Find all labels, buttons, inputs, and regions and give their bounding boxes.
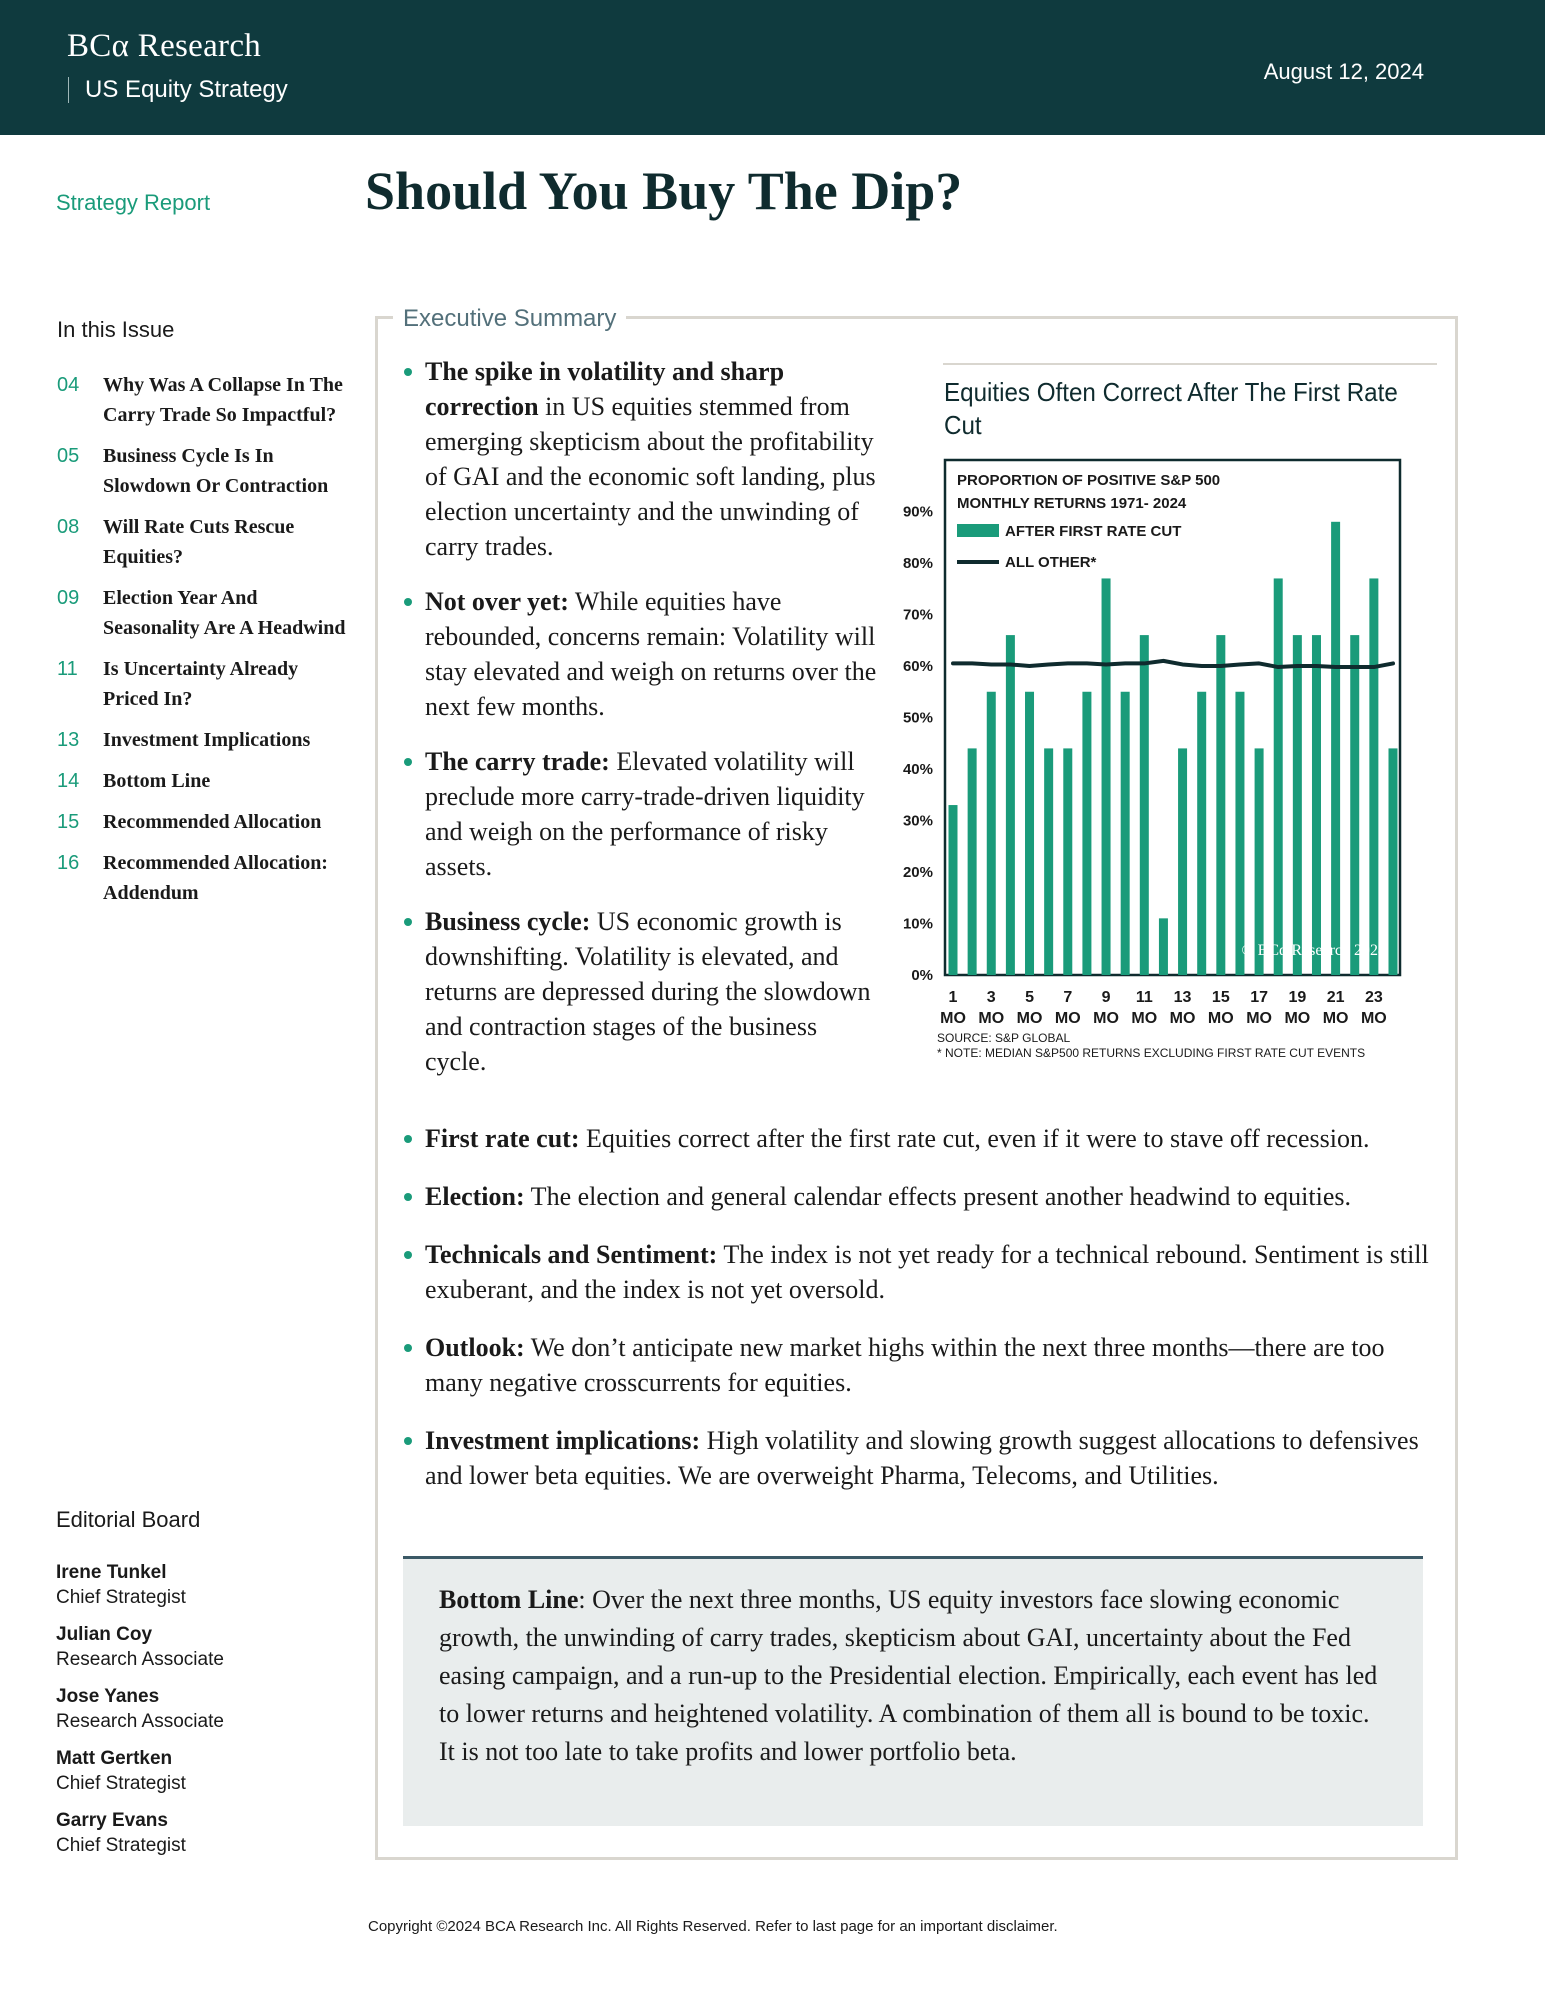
bottom-line-lead: Bottom Line [439, 1585, 579, 1614]
toc-title: Election Year And Seasonality Are A Headwind [103, 587, 346, 639]
legend-label-bars: AFTER FIRST RATE CUT [1005, 523, 1182, 540]
bar-after-first-rate-cut [1255, 748, 1264, 975]
bar-after-first-rate-cut [1216, 635, 1225, 975]
toc-title: Bottom Line [103, 770, 211, 792]
copyright-notice: Copyright ©2024 BCA Research Inc. All Rights Reserved. Refer to last page for an important disclaimer. [368, 1918, 1058, 1935]
bullet-lead: Investment implications: [425, 1426, 701, 1455]
bullet-text: High volatility and slowing growth suggest allocations to defensives and lower beta equities. We are overweight Pharma, Telecoms, and Utilities. [425, 1426, 1419, 1490]
publication-name: US Equity Strategy [68, 77, 288, 103]
x-tick-label: 13 [1173, 989, 1192, 1006]
summary-bullet [404, 1121, 1434, 1156]
board-member [56, 1560, 224, 1610]
bar-after-first-rate-cut [1235, 692, 1244, 975]
board-member [56, 1622, 224, 1672]
y-tick-label: 30% [902, 812, 933, 830]
bullet-lead: First rate cut: [425, 1124, 580, 1153]
toc-title: Will Rate Cuts Rescue Equities? [103, 516, 295, 568]
chart-divider [943, 363, 1437, 365]
bullet-lead: Election: [425, 1182, 525, 1211]
inner-chart-subtitle: MONTHLY RETURNS 1971- 2024 [957, 495, 1187, 512]
bullet-lead: The carry trade: [425, 747, 610, 776]
member-name: Jose Yanes [56, 1686, 160, 1707]
bar-after-first-rate-cut [968, 748, 977, 975]
bar-after-first-rate-cut [1312, 635, 1321, 975]
x-tick-unit: MO [1131, 1010, 1158, 1027]
bar-after-first-rate-cut [949, 805, 958, 975]
bullet-text: in US equities stemmed from emerging skepticism about the profitability of GAI and the economic soft landing, plus election uncertainty and the unwinding of carry trades. [425, 392, 876, 561]
line-all-other [953, 661, 1393, 667]
summary-bullet [404, 1179, 1434, 1214]
toc-title: Is Uncertainty Already Priced In? [103, 658, 299, 710]
summary-bullet [404, 584, 879, 724]
page-title: Should You Buy The Dip? [365, 161, 963, 221]
toc-item[interactable] [57, 807, 347, 837]
bullet-text: The election and general calendar effects present another headwind to equities. [524, 1182, 1352, 1211]
toc-page-number: 11 [57, 658, 78, 680]
x-tick-label: 17 [1250, 989, 1268, 1006]
bar-after-first-rate-cut [1102, 578, 1111, 975]
chart-note: * NOTE: MEDIAN S&P500 RETURNS EXCLUDING FIRST RATE CUT EVENTS [937, 1046, 1366, 1060]
x-tick-unit: MO [940, 1010, 966, 1027]
chart-source: SOURCE: S&P GLOBAL [937, 1031, 1071, 1045]
bullet-text: Elevated volatility will preclude more carry-trade-driven liquidity and weigh on the performance of risky assets. [425, 747, 865, 881]
x-tick-label: 3 [986, 989, 996, 1006]
y-tick-label: 50% [902, 709, 933, 727]
toc-item[interactable] [57, 654, 347, 714]
bottom-line-callout [403, 1556, 1423, 1826]
bullet-lead: Technicals and Sentiment: [425, 1240, 718, 1269]
executive-summary-label: Executive Summary [393, 305, 626, 333]
y-tick-label: 0% [911, 967, 933, 984]
member-name: Matt Gertken [56, 1748, 173, 1769]
x-tick-unit: MO [1207, 1010, 1234, 1027]
toc-title: Recommended Allocation [103, 811, 322, 833]
x-tick-label: 5 [1025, 989, 1034, 1006]
bar-after-first-rate-cut [1369, 578, 1378, 975]
toc-item[interactable] [57, 848, 347, 908]
bar-after-first-rate-cut [1082, 692, 1091, 975]
editorial-board-heading: Editorial Board [56, 1507, 201, 1532]
bar-after-first-rate-cut [1159, 918, 1168, 975]
x-tick-label: 23 [1364, 989, 1383, 1006]
editorial-board [56, 1560, 224, 1870]
summary-bullets-bottom [404, 1121, 1434, 1516]
x-tick-unit: MO [978, 1010, 1005, 1027]
bar-after-first-rate-cut [1044, 748, 1053, 975]
bar-after-first-rate-cut [987, 692, 996, 975]
inner-chart-title: PROPORTION OF POSITIVE S&P 500 [957, 472, 1221, 489]
y-tick-label: 40% [902, 761, 933, 778]
x-tick-label: 19 [1288, 989, 1307, 1006]
bottom-line-body: : Over the next three months, US equity investors face slowing economic growth, the unwinding of carry trades, skepticism about GAI, uncertainty about the Fed easing campaign, and a run-up to the Presidential election. Empirically, each event has led to lower returns and heightened volatility. A combination of them all is bound to be toxic. It is not too late to take profits and lower portfolio beta. [439, 1585, 1378, 1766]
bar-after-first-rate-cut [1197, 692, 1206, 975]
x-tick-unit: MO [1284, 1010, 1311, 1027]
toc-title: Business Cycle Is In Slowdown Or Contraction [103, 445, 329, 497]
toc-page-number: 15 [57, 811, 80, 833]
y-tick-label: 90% [902, 503, 933, 521]
legend-swatch-bars [957, 524, 999, 537]
x-tick-label: 7 [1063, 989, 1073, 1006]
bar-after-first-rate-cut [1006, 635, 1015, 975]
summary-bullet [404, 744, 879, 884]
bar-after-first-rate-cut [1025, 692, 1034, 975]
bar-after-first-rate-cut [1140, 635, 1149, 975]
x-tick-unit: MO [1246, 1010, 1272, 1027]
toc-item[interactable] [57, 725, 347, 755]
bar-after-first-rate-cut [1063, 748, 1072, 975]
y-tick-label: 20% [902, 864, 933, 881]
bar-after-first-rate-cut [1178, 748, 1187, 975]
bullet-text: We don’t anticipate new market highs within the next three months—there are too many negative crosscurrents for equities. [425, 1333, 1385, 1397]
y-tick-label: 80% [902, 555, 933, 572]
page-header [0, 0, 1545, 135]
bar-after-first-rate-cut [1331, 522, 1340, 975]
toc-item[interactable] [57, 441, 347, 501]
bullet-lead: Outlook: [425, 1333, 525, 1362]
bullet-lead: Business cycle: [425, 907, 591, 936]
x-tick-unit: MO [1169, 1010, 1196, 1027]
board-member [56, 1808, 224, 1858]
toc-page-number: 09 [57, 587, 80, 609]
member-name: Garry Evans [56, 1810, 168, 1831]
x-tick-unit: MO [1322, 1010, 1349, 1027]
bar-after-first-rate-cut [1350, 635, 1359, 975]
bar-after-first-rate-cut [1293, 635, 1302, 975]
board-member [56, 1746, 224, 1796]
member-role: Research Associate [56, 1711, 224, 1732]
bar-after-first-rate-cut [1121, 692, 1130, 975]
summary-bullet [404, 1423, 1434, 1493]
toc-title: Investment Implications [103, 729, 311, 751]
member-name: Irene Tunkel [56, 1562, 167, 1583]
chart-watermark: © BCα Research 2024 [1241, 942, 1386, 959]
summary-bullet [404, 1330, 1434, 1400]
y-tick-label: 60% [902, 658, 933, 675]
y-tick-label: 10% [902, 915, 933, 933]
bullet-text: The index is not yet ready for a technical rebound. Sentiment is still exuberant, and the index is not yet oversold. [425, 1240, 1429, 1304]
member-role: Chief Strategist [56, 1773, 186, 1794]
bca-research-logo: BCα Research [67, 28, 262, 64]
bullet-text: Equities correct after the first rate cut, even if it were to stave off recession. [579, 1124, 1370, 1153]
x-tick-label: 15 [1211, 989, 1230, 1006]
table-of-contents [57, 370, 347, 919]
member-name: Julian Coy [56, 1624, 153, 1645]
toc-page-number: 16 [57, 852, 80, 874]
board-member [56, 1684, 224, 1734]
bullet-lead: Not over yet: [425, 587, 569, 616]
rate-cut-chart [880, 440, 1445, 1080]
summary-bullet [404, 1237, 1434, 1307]
x-tick-unit: MO [1054, 1010, 1081, 1027]
x-tick-label: 9 [1101, 989, 1111, 1006]
x-tick-label: 11 [1135, 989, 1153, 1006]
toc-page-number: 13 [57, 729, 80, 751]
bottom-line-text [439, 1581, 1387, 1771]
y-tick-label: 70% [902, 606, 933, 624]
in-this-issue-heading: In this Issue [57, 317, 175, 342]
x-tick-label: 1 [948, 989, 958, 1006]
toc-page-number: 14 [57, 770, 80, 792]
toc-item[interactable] [57, 512, 347, 572]
toc-item[interactable] [57, 370, 347, 430]
chart-title: Equities Often Correct After The First Rate Cut [944, 377, 1398, 440]
x-tick-unit: MO [1093, 1010, 1119, 1027]
bar-after-first-rate-cut [1389, 748, 1398, 975]
summary-bullet [404, 904, 879, 1079]
report-type: Strategy Report [56, 190, 211, 215]
bullet-text: While equities have rebounded, concerns remain: Volatility will stay elevated and weigh on returns over the next few months. [425, 587, 877, 721]
toc-page-number: 08 [57, 516, 80, 538]
x-tick-unit: MO [1360, 1010, 1387, 1027]
publication-date: August 12, 2024 [1263, 59, 1424, 84]
summary-bullets-top [404, 354, 879, 1099]
bullet-lead: The spike in volatility and sharp correction [425, 357, 785, 421]
toc-item[interactable] [57, 766, 347, 796]
member-role: Chief Strategist [56, 1835, 186, 1856]
toc-title: Why Was A Collapse In The Carry Trade So Impactful? [103, 374, 343, 426]
bullet-text: US economic growth is downshifting. Volatility is elevated, and returns are depressed during the slowdown and contraction stages of the business cycle. [425, 907, 871, 1076]
legend-label-line: ALL OTHER* [1005, 554, 1097, 571]
member-role: Chief Strategist [56, 1587, 186, 1608]
summary-bullet [404, 354, 879, 564]
toc-page-number: 05 [57, 445, 80, 467]
bar-after-first-rate-cut [1274, 578, 1283, 975]
toc-item[interactable] [57, 583, 347, 643]
x-tick-unit: MO [1016, 1010, 1043, 1027]
toc-page-number: 04 [57, 374, 80, 396]
member-role: Research Associate [56, 1649, 224, 1670]
x-tick-label: 21 [1326, 989, 1345, 1006]
toc-title: Recommended Allocation: Addendum [103, 852, 328, 904]
